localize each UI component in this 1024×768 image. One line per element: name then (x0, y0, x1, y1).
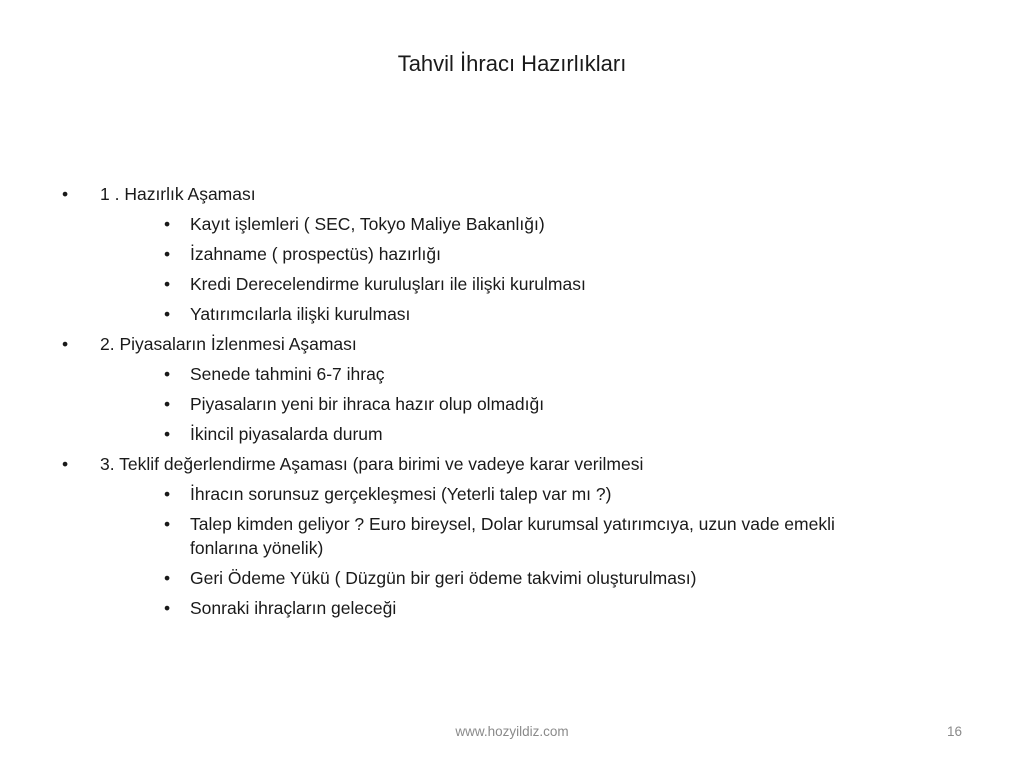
sub-list (100, 482, 1024, 620)
sub-item (90, 482, 890, 506)
sub-item-text: İkincil piyasalarda durum (190, 424, 383, 444)
sub-list (100, 362, 1024, 446)
sub-item (90, 302, 890, 326)
sub-item-text: Piyasaların yeni bir ihraca hazır olup olmadığı (190, 394, 545, 414)
sub-list (100, 212, 1024, 326)
bullet-icon: • (164, 394, 171, 414)
bullet-icon: • (164, 568, 171, 588)
sub-item (90, 242, 890, 266)
sub-item (90, 392, 890, 416)
bullet-icon: • (164, 484, 171, 504)
sub-item-text: İzahname ( prospectüs) hazırlığı (190, 244, 441, 264)
bullet-icon: • (62, 184, 69, 204)
bullet-icon: • (164, 598, 171, 618)
bullet-icon: • (164, 244, 171, 264)
sub-item-text: Kredi Derecelendirme kuruluşları ile ilişki kurulması (190, 274, 586, 294)
bullet-icon: • (164, 364, 171, 384)
slide-content (0, 182, 1024, 626)
sub-item (90, 596, 890, 620)
sub-item-text: Geri Ödeme Yükü ( Düzgün bir geri ödeme takvimi oluşturulması) (190, 568, 697, 588)
sub-item (90, 272, 890, 296)
bullet-icon: • (164, 214, 171, 234)
slide-title: Tahvil İhracı Hazırlıkları (397, 51, 627, 76)
sub-item-text: Senede tahmini 6-7 ihraç (190, 364, 385, 384)
bullet-icon: • (164, 274, 171, 294)
section-label: 3. Teklif değerlendirme Aşaması (para birimi ve vadeye karar verilmesi (100, 454, 644, 474)
sub-item (90, 566, 890, 590)
footer-url: www.hozyildiz.com (455, 724, 569, 739)
sub-item (90, 362, 890, 386)
bullet-icon: • (62, 454, 69, 474)
sub-item-text: Yatırımcılarla ilişki kurulması (190, 304, 411, 324)
sub-item (90, 422, 890, 446)
bullet-icon: • (164, 304, 171, 324)
section-item (0, 182, 1024, 326)
sub-item-text: Kayıt işlemleri ( SEC, Tokyo Maliye Bakanlığı) (190, 214, 545, 234)
sub-item (90, 212, 890, 236)
sub-item-text: Sonraki ihraçların geleceği (190, 598, 397, 618)
page-number: 16 (946, 724, 962, 739)
section-item (0, 452, 1024, 620)
sub-item (90, 512, 890, 560)
bullet-icon: • (164, 514, 171, 534)
bullet-icon: • (164, 424, 171, 444)
section-label: 2. Piyasaların İzlenmesi Aşaması (100, 334, 357, 354)
section-item (0, 332, 1024, 446)
section-label: 1 . Hazırlık Aşaması (100, 184, 256, 204)
section-list (0, 182, 1024, 620)
sub-item-text: İhracın sorunsuz gerçekleşmesi (Yeterli talep var mı ?) (190, 484, 612, 504)
bullet-icon: • (62, 334, 69, 354)
sub-item-text: Talep kimden geliyor ? Euro bireysel, Dolar kurumsal yatırımcıya, uzun vade emekli fonlarına yönelik) (190, 514, 835, 558)
